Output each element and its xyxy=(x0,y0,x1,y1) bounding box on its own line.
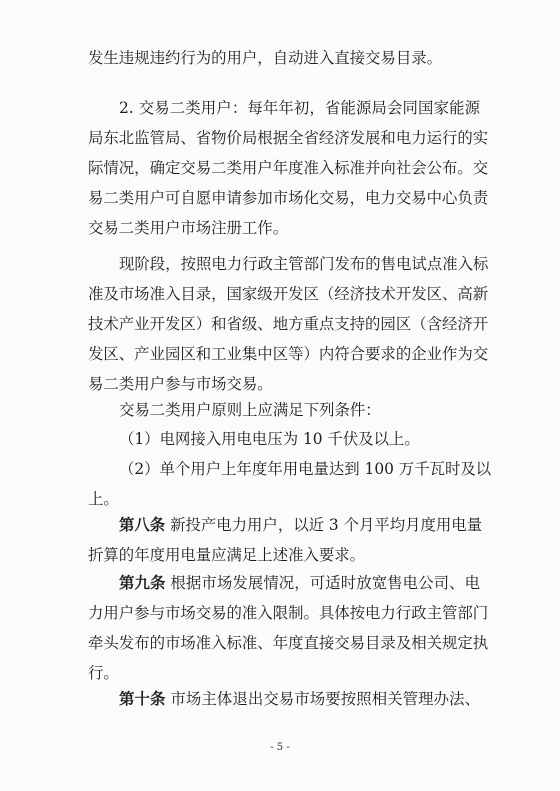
article-8 xyxy=(88,510,483,570)
text-line: 易二类用户参与市场交易。 xyxy=(88,375,273,393)
paragraph-conditions-intro xyxy=(88,395,480,425)
text-line: 现阶段，按照电力行政主管部门发布的售电试点准入标 xyxy=(119,255,489,273)
text-line: 第十条 市场主体退出交易市场要按照相关管理办法、 xyxy=(119,690,480,708)
text-line: 行。 xyxy=(88,664,119,682)
page-number: - 5 - xyxy=(270,742,290,753)
text-line: 牵头发布的市场准入标准、年度直接交易目录及相关规定执 xyxy=(88,634,489,652)
paragraph-continuation xyxy=(88,43,480,73)
paragraph-condition-2 xyxy=(88,454,492,514)
text-line: 第九条 根据市场发展情况，可适时放宽售电公司、电 xyxy=(119,574,480,592)
text-line: 交易二类用户原则上应满足下列条件： xyxy=(119,401,381,419)
text-line: （1）电网接入用电电压为 10 千伏及以上。 xyxy=(119,430,420,448)
text-line: 技术产业开发区）和省级、地方重点支持的园区（含经济开 xyxy=(88,315,489,333)
paragraph-condition-1 xyxy=(88,424,480,454)
article-heading: 第十条 xyxy=(119,690,166,708)
text-line: 发区、产业园区和工业集中区等）内符合要求的企业作为交 xyxy=(88,345,489,363)
text-line: 发生违规违约行为的用户，自动进入直接交易目录。 xyxy=(88,49,442,67)
text-line: 折算的年度用电量应满足上述准入要求。 xyxy=(88,546,366,564)
text-line: 局东北监管局、省物价局根据全省经济发展和电力运行的实 xyxy=(88,129,489,147)
text-line: 际情况，确定交易二类用户年度准入标准并向社会公布。交 xyxy=(88,159,489,177)
text-line: 2. 交易二类用户：每年年初，省能源局会同国家能源 xyxy=(119,99,480,117)
text-line: 交易二类用户市场注册工作。 xyxy=(88,219,289,237)
article-heading: 第九条 xyxy=(119,574,166,592)
text-line: 准及市场准入目录，国家级开发区（经济技术开发区、高新 xyxy=(88,285,489,303)
article-9 xyxy=(88,568,489,688)
paragraph-current-stage xyxy=(88,249,489,399)
text-line: 力用户参与市场交易的准入限制。具体按电力行政主管部门 xyxy=(88,604,489,622)
text-line: 第八条 新投产电力用户，以近 3 个月平均月度用电量 xyxy=(119,516,483,534)
text-line: 上。 xyxy=(88,490,119,508)
text-line: （2）单个用户上年度年用电量达到 100 万千瓦时及以 xyxy=(119,460,492,478)
text-line: 易二类用户可自愿申请参加市场化交易，电力交易中心负责 xyxy=(88,189,489,207)
article-10 xyxy=(88,684,480,714)
article-heading: 第八条 xyxy=(119,516,166,534)
paragraph-trade-class-two xyxy=(88,93,489,243)
